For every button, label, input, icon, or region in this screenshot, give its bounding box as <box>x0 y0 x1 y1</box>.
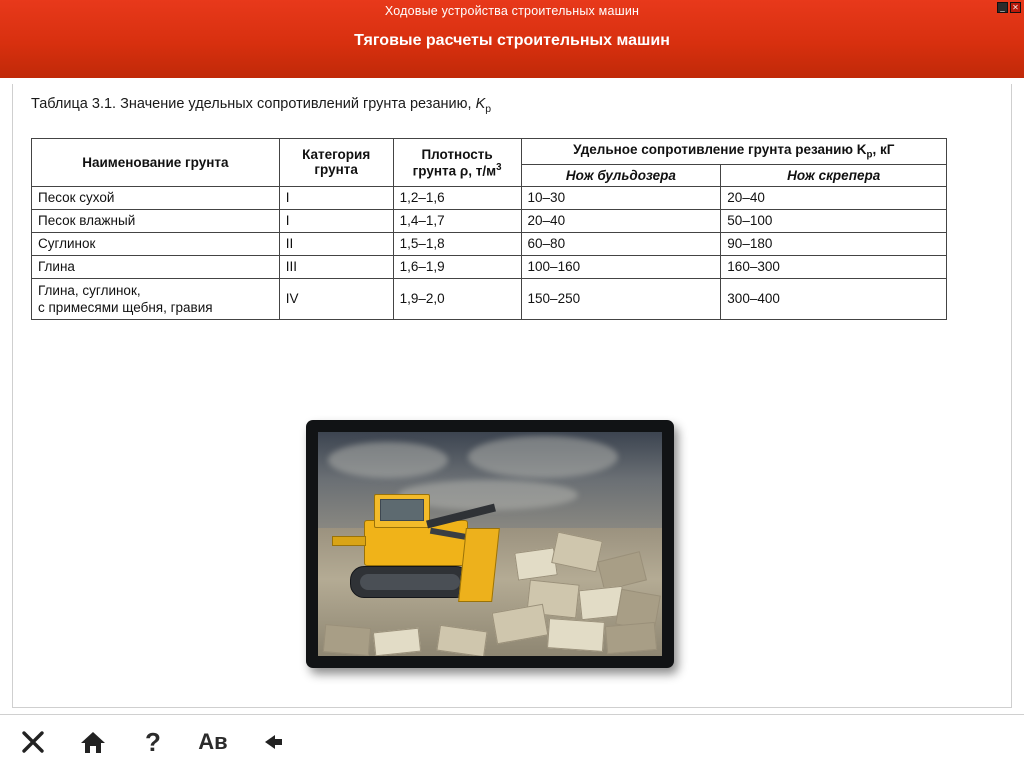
photo-rock <box>547 618 605 652</box>
header-density <box>393 139 521 187</box>
header-resistance-group <box>521 139 946 165</box>
photo-rock <box>436 625 487 656</box>
soil-resistance-table <box>31 138 947 320</box>
table-caption-symbol-sub: р <box>485 103 492 115</box>
exit-icon[interactable] <box>16 725 50 759</box>
content-area <box>12 84 1012 708</box>
cell-bulldozer: 100–160 <box>521 255 721 278</box>
table-row <box>32 186 947 209</box>
title-bar <box>0 0 1024 78</box>
close-button[interactable]: ✕ <box>1010 2 1021 13</box>
table-caption <box>31 96 491 115</box>
table-header-row-1 <box>32 139 947 165</box>
cell-soil-name-line2: с примесями щебня, гравия <box>38 299 213 315</box>
home-icon[interactable] <box>76 725 110 759</box>
cell-soil-name: Песок влажный <box>32 209 280 232</box>
photo-cloud <box>468 436 618 478</box>
window-controls <box>997 2 1021 13</box>
back-icon[interactable] <box>256 725 290 759</box>
header-density-sup: 3 <box>496 161 502 173</box>
table-header <box>32 139 947 187</box>
table-row <box>32 255 947 278</box>
cell-category: I <box>279 209 393 232</box>
cell-scraper: 160–300 <box>721 255 947 278</box>
help-icon[interactable] <box>136 725 170 759</box>
cell-soil-name-line1: Глина, суглинок, <box>38 282 141 298</box>
dozer-ripper <box>332 536 366 546</box>
header-resistance-sub: р <box>866 149 873 161</box>
header-density-line1: Плотность <box>421 146 493 162</box>
cell-density: 1,4–1,7 <box>393 209 521 232</box>
cell-category: II <box>279 232 393 255</box>
bulldozer-photo <box>318 432 662 656</box>
minimize-button[interactable]: _ <box>997 2 1008 13</box>
cell-bulldozer: 150–250 <box>521 278 721 320</box>
header-soil-name: Наименование грунта <box>32 139 280 187</box>
cell-soil-name: Песок сухой <box>32 186 280 209</box>
cell-scraper: 50–100 <box>721 209 947 232</box>
photo-rock <box>323 624 371 656</box>
bulldozer-illustration <box>330 492 526 624</box>
dozer-track-inner <box>360 574 460 590</box>
cell-scraper: 300–400 <box>721 278 947 320</box>
cell-density: 1,6–1,9 <box>393 255 521 278</box>
header-resistance-tail: , кГ <box>872 142 895 157</box>
table-row <box>32 232 947 255</box>
font-size-icon[interactable] <box>196 725 230 759</box>
cell-scraper: 90–180 <box>721 232 947 255</box>
cell-soil-name <box>32 278 280 320</box>
table-row <box>32 278 947 320</box>
photo-cloud <box>328 442 448 478</box>
photo-rock <box>373 628 421 656</box>
header-category: Категория грунта <box>279 139 393 187</box>
header-bulldozer-blade: Нож бульдозера <box>521 164 721 186</box>
cell-soil-name: Суглинок <box>32 232 280 255</box>
cell-density: 1,9–2,0 <box>393 278 521 320</box>
header-scraper-blade: Нож скрепера <box>721 164 947 186</box>
font-size-icon-glyph: Aв <box>198 728 228 754</box>
table-row <box>32 209 947 232</box>
header-density-line2: грунта ρ, т/м <box>412 163 497 179</box>
dozer-window <box>380 499 424 521</box>
illustration-frame <box>306 420 674 668</box>
photo-rock <box>605 622 657 654</box>
cell-soil-name: Глина <box>32 255 280 278</box>
help-icon-glyph: ? <box>145 726 161 757</box>
cell-density: 1,2–1,6 <box>393 186 521 209</box>
table-body <box>32 186 947 320</box>
page-title: Тяговые расчеты строительных машин <box>354 32 670 49</box>
cell-category: I <box>279 186 393 209</box>
header-resistance-text: Удельное сопротивление грунта резанию K <box>573 142 867 157</box>
cell-density: 1,5–1,8 <box>393 232 521 255</box>
bottom-toolbar <box>0 714 1024 768</box>
dozer-blade <box>458 528 500 602</box>
cell-bulldozer: 20–40 <box>521 209 721 232</box>
cell-bulldozer: 10–30 <box>521 186 721 209</box>
cell-bulldozer: 60–80 <box>521 232 721 255</box>
cell-scraper: 20–40 <box>721 186 947 209</box>
cell-category: III <box>279 255 393 278</box>
cell-category: IV <box>279 278 393 320</box>
table-caption-text: Таблица 3.1. Значение удельных сопротивлений грунта резанию, <box>31 96 476 112</box>
window-subtitle: Ходовые устройства строительных машин <box>384 4 640 18</box>
table-caption-symbol: K <box>475 96 486 112</box>
